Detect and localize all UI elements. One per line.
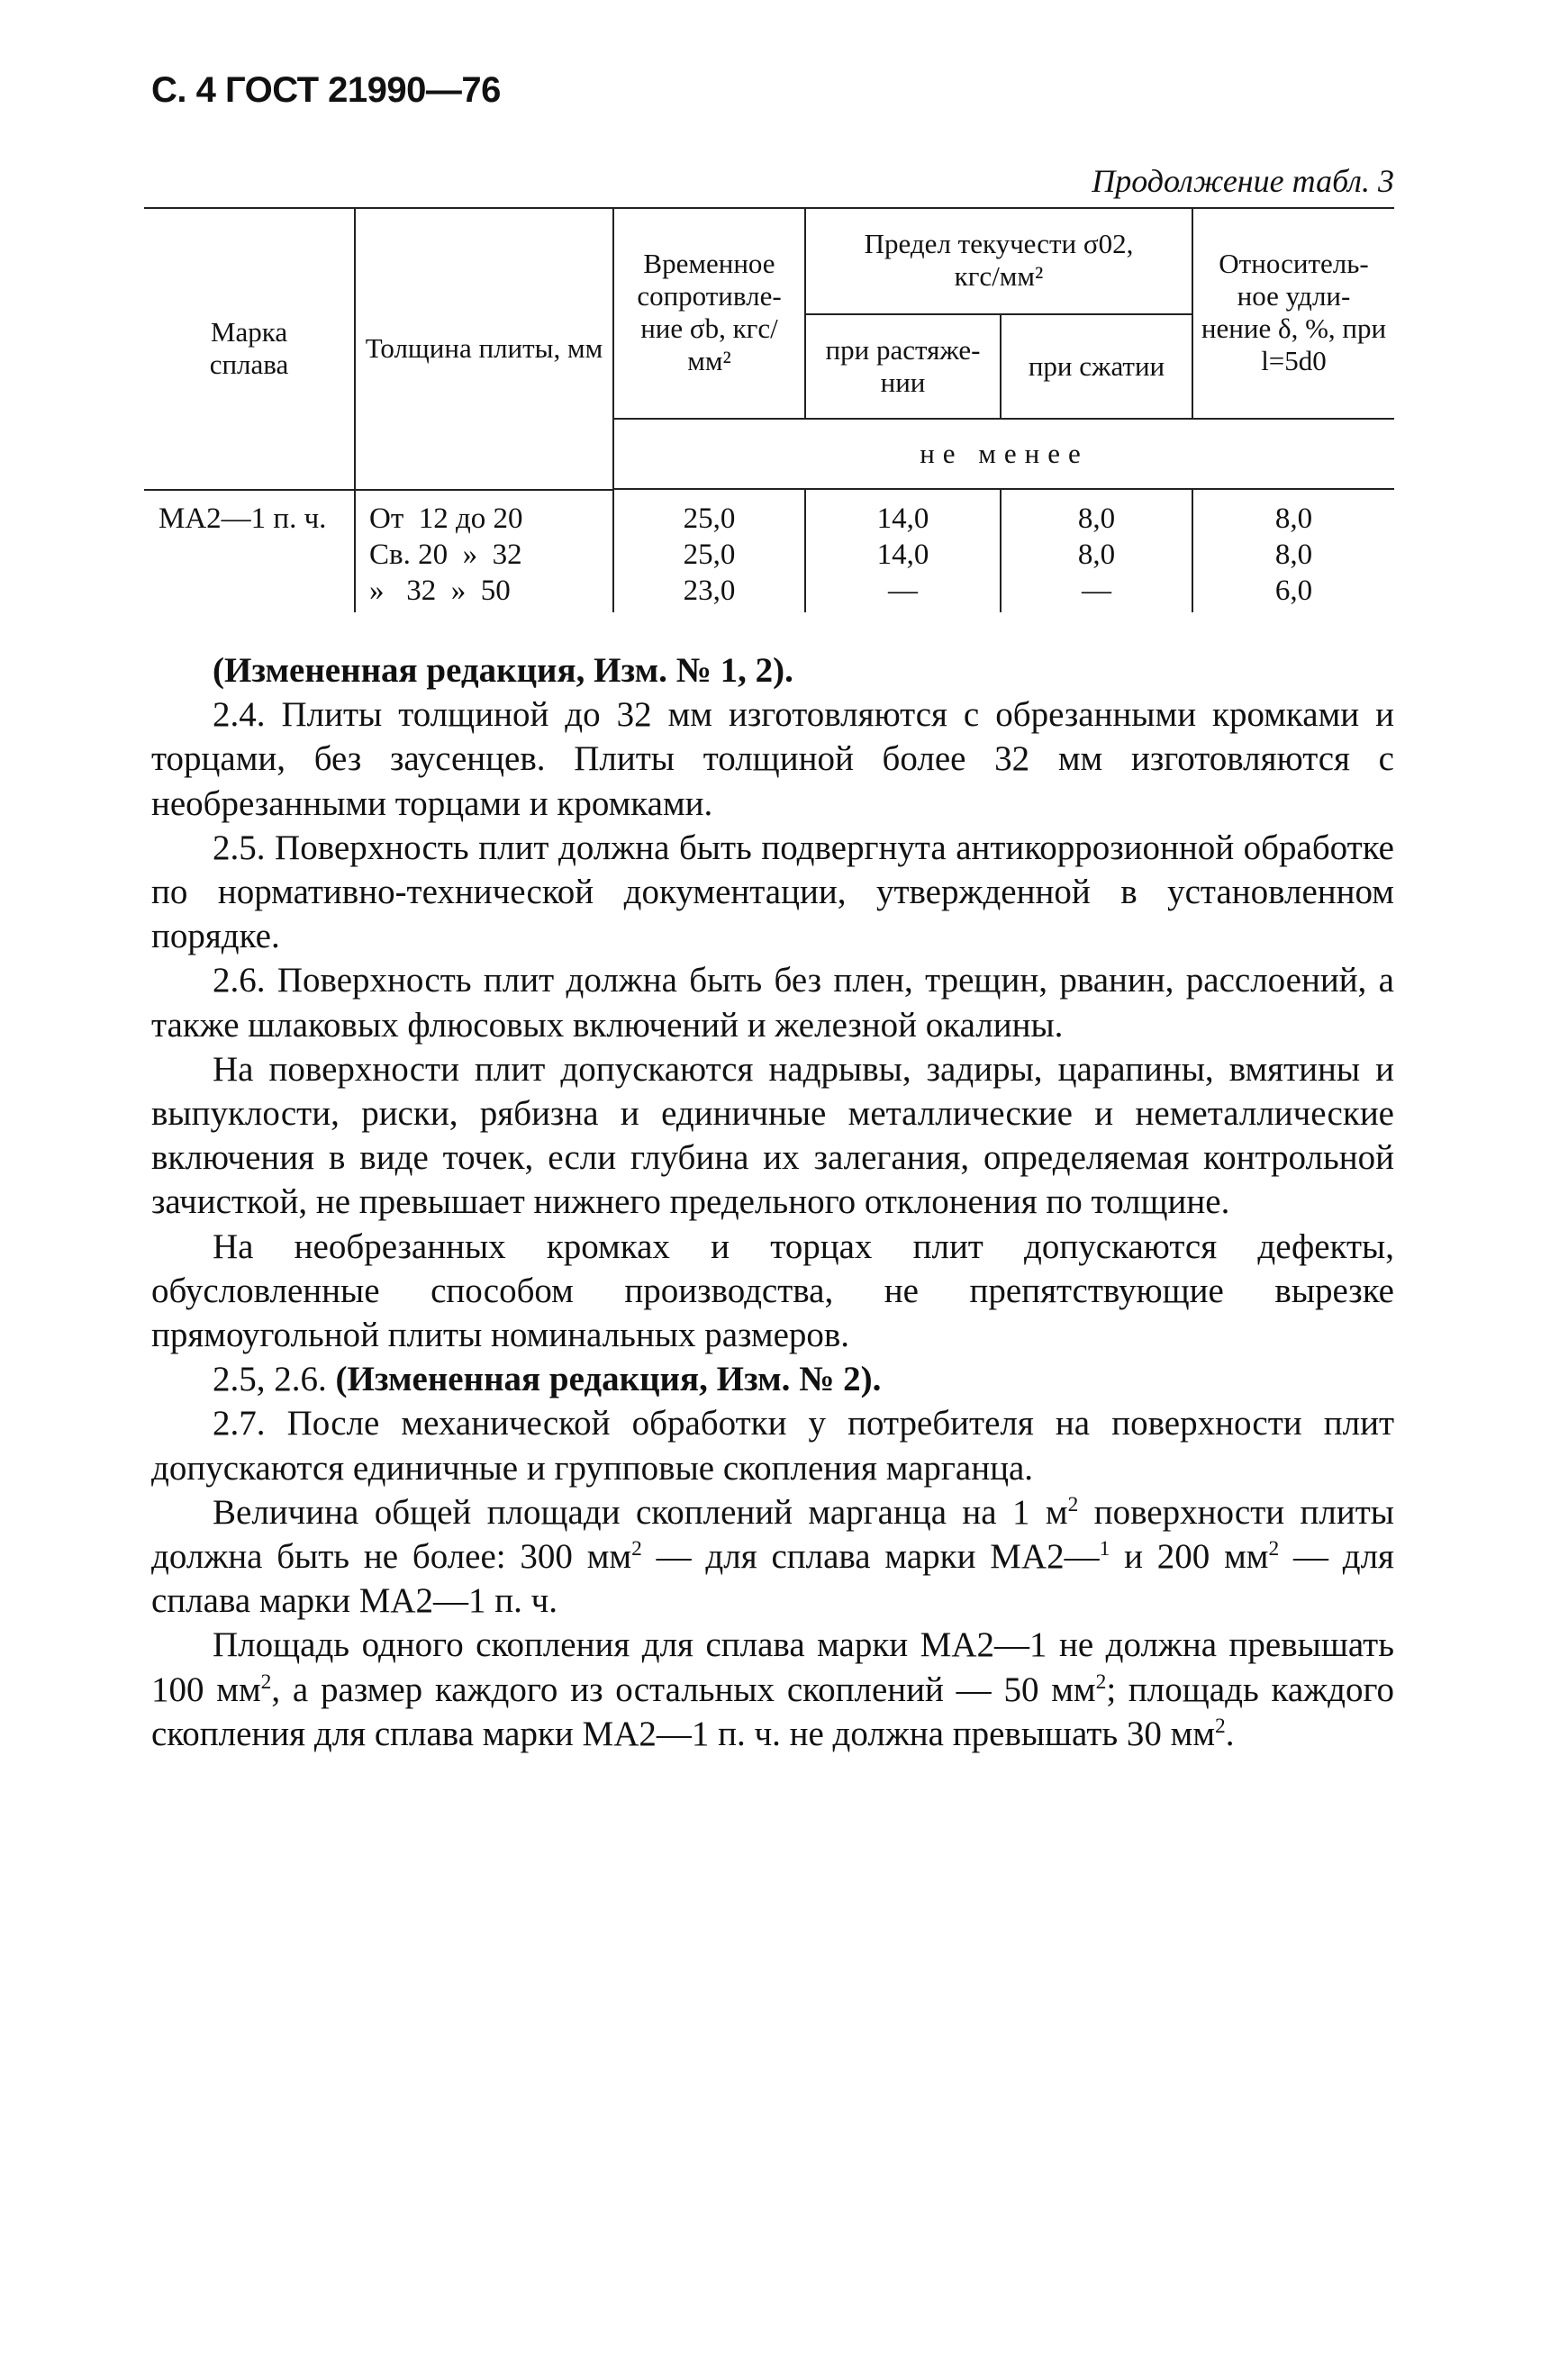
- paragraph-total-area: Величина общей площади скоплений марганца на 1 $м^2$ поверхности плиты должна быть не более: 300 $мм^2$ — для сплава марки МА2—$^1$ и 200 $мм^2$ — для сплава марки МА2—1 п. ч.: [151, 1492, 1394, 1621]
- clause-2-5: 2.5. Поверхность плит должна быть подвергнута антикоррозионной обработке по нормативно-технической документации, утвержденной в установленном порядке.: [151, 828, 1394, 956]
- table-row: » 32 » 50: [369, 575, 511, 607]
- page-header: С. 4 ГОСТ 21990—76: [151, 70, 501, 110]
- cell-grade: МА2—1 п. ч.: [159, 502, 327, 535]
- clause-2-7: 2.7. После механической обработки у потребителя на поверхности плит допускаются единичные и групповые скопления марганца.: [151, 1404, 1394, 1488]
- paragraph-allowed-defects: На поверхности плит допускаются надрывы, задиры, царапины, вмятины и выпуклости, риски, рябизна и единичные металлические и неметаллические включения в виде точек, если глубина их залегания, определяемая контрольной зачисткой, не превышает нижнего предельного отклонения по толщине.: [151, 1049, 1394, 1222]
- properties-table: [144, 207, 1394, 612]
- header-yield-tension: при растяже- нии: [825, 334, 981, 398]
- header-thickness: Толщина плиты, мм: [365, 331, 603, 364]
- header-elongation: Относитель- ное удли- нение δ, %, при l=5d0: [1201, 248, 1387, 376]
- table-body-rule: [144, 489, 612, 491]
- col-elongation: 8,0 8,0 6,0: [1274, 502, 1313, 607]
- clause-2-6: 2.6. Поверхность плит должна быть без плен, трещин, рванин, расслоений, а также шлаковых флюсовых включений и железной окалины.: [151, 961, 1394, 1045]
- table-min-rule: [612, 488, 1394, 490]
- table-row: Св. 20 » 32: [369, 538, 522, 571]
- paragraph-single-area: Площадь одного скопления для сплава марки МА2—1 не должна превышать 100 $мм^2$, а размер каждого из остальных скоплений — 50 $мм^2$; площадь каждого скопления для сплава марки МА2—1 п. ч. не должна превышать 30 $мм^2$.: [151, 1625, 1395, 1753]
- revision-note-2: 2.5, 2.6. (Измененная редакция, Изм. № 2).: [213, 1360, 882, 1399]
- table-row: От 12 до 20: [369, 502, 523, 535]
- header-tensile: Временное сопротивле- ние σb, кгс/мм²: [637, 248, 782, 376]
- col-yield-compression: 8,0 8,0 —: [1077, 502, 1116, 607]
- body-text: [151, 648, 1394, 1756]
- paragraph-edge-defects: На необрезанных кромках и торцах плит допускаются дефекты, обусловленные способом производства, не препятствующие вырезке прямоугольной плиты номинальных размеров.: [151, 1226, 1394, 1355]
- header-min-note: не менее: [920, 438, 1089, 469]
- col-tensile: 25,0 25,0 23,0: [683, 502, 736, 607]
- clause-2-4: 2.4. Плиты толщиной до 32 мм изготовляются с обрезанными кромками и торцами, без заусенцев. Плиты толщиной более 32 мм изготовляются с необрезанными торцами и кромками.: [151, 695, 1394, 823]
- header-grade: Марка сплава: [209, 315, 289, 380]
- table-continuation-label: Продолжение табл. 3: [1092, 163, 1394, 199]
- header-yield-compression: при сжатии: [1028, 350, 1165, 382]
- revision-note-1: (Измененная редакция, Изм. № 1, 2).: [213, 651, 793, 690]
- header-yield: Предел текучести σ02, кгс/мм²: [864, 228, 1134, 292]
- col-thickness: [369, 501, 523, 609]
- col-yield-tension: 14,0 14,0 —: [876, 502, 929, 607]
